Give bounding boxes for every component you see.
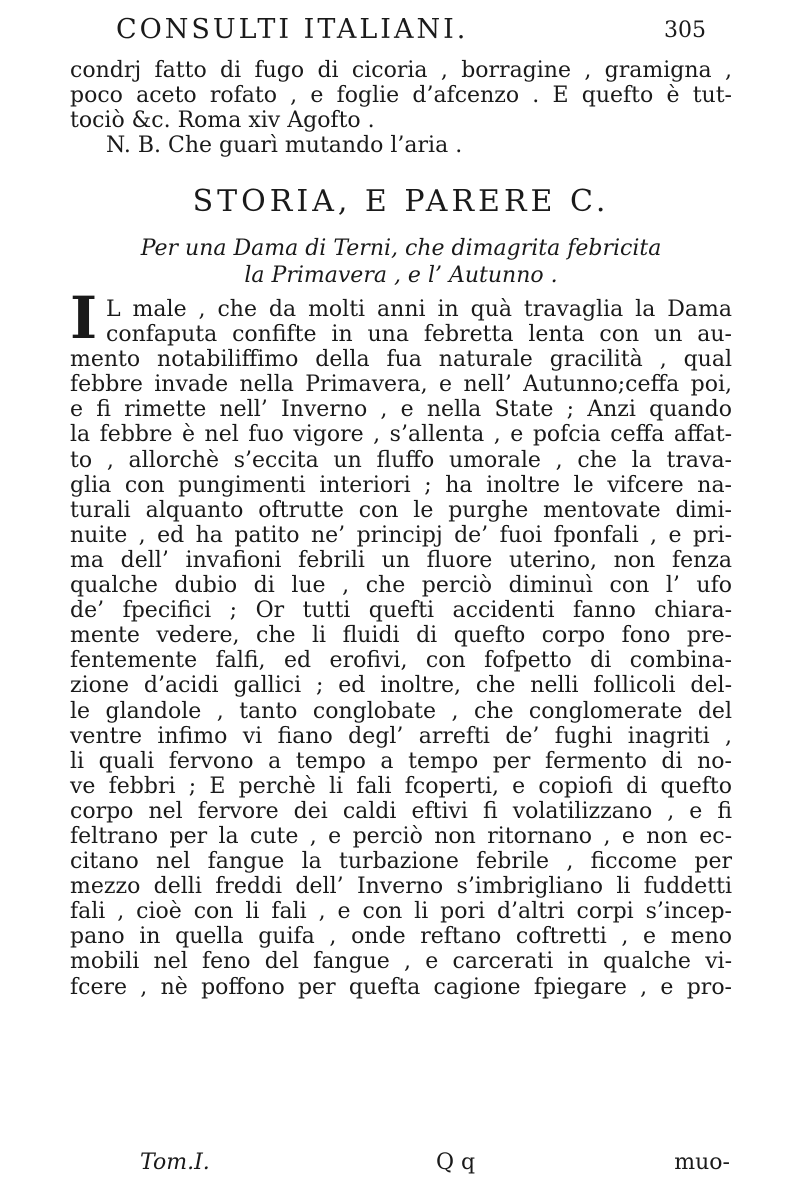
section-subtitle [70,235,732,289]
text-line: fcere , nè poffono per quefta cagione fpiegare , e pro- [70,974,732,1000]
text-line: tociò &c. Roma xiv Agofto . [70,108,375,134]
signature-mark: Q q [436,1150,476,1175]
volume-label: Tom.I. [140,1150,210,1175]
text-line: glia con pungimenti interiori ; ha inoltre le vifcere na- [70,472,732,498]
text-line: N. B. Che guarì mutando l’aria . [106,133,463,159]
text-line: le glandole , tanto conglobate , che conglomerate del [70,698,732,724]
running-head-title: CONSULTI ITALIANI. [116,14,469,45]
page-footer [140,1150,740,1180]
text-line: mezzo delli freddi dell’ Inverno s’imbrigliano li fuddetti [70,874,732,900]
text-line: qualche dubio di lue , che perciò diminuì con l’ ufo [70,573,732,599]
catchword: muo- [674,1150,730,1175]
text-line: mobili nel feno del fangue , e carcerati in qualche vi- [70,949,732,975]
text-line: condrj fatto di fugo di cicoria , borragine , gramigna , [70,58,732,83]
running-head [96,14,716,54]
body-paragraph [70,297,732,1000]
text-line: confaputa confifte in una febretta lenta con un au- [106,322,732,348]
text-line: L male , che da molti anni in quà travaglia la Dama [106,297,732,322]
text-line: poco aceto rofato , e foglie d’afcenzo . E quefto è tut- [70,83,732,109]
text-line: fali , cioè con li fali , e con li pori d’altri corpi s’incep- [70,899,732,925]
text-line: la febbre è nel fuo vigore , s’allenta , e pofcia ceffa affat- [70,422,732,448]
text-line: de’ fpecifici ; Or tutti quefti accidenti fanno chiara- [70,598,732,624]
subtitle-line: Per una Dama di Terni, che dimagrita febricita [140,236,662,261]
text-line: turali alquanto oftrutte con le purghe mentovate dimi- [70,497,732,523]
text-line: nuite , ed ha patito ne’ principj de’ fuoi fponfali , e pri- [70,522,732,548]
text-line: ventre infimo vi fiano degl’ arrefti de’ fughi inagriti , [70,723,732,749]
drop-cap: I [70,284,98,352]
text-line: corpo nel fervore dei caldi eftivi fi volatilizzano , e fi [70,798,732,824]
text-line: mente vedere, che li fluidi di quefto corpo fono pre- [70,623,732,649]
text-line: li quali fervono a tempo a tempo per fermento di no- [70,748,732,774]
text-line: pano in quella guifa , onde reftano coftretti , e meno [70,924,732,950]
text-line: fentemente falfi, ed erofivi, con fofpetto di combina- [70,648,732,674]
text-line: febbre invade nella Primavera, e nell’ Autunno;ceffa poi, [70,372,732,398]
text-line: feltrano per la cute , e perciò non ritornano , e non ec- [70,823,732,849]
section-heading: STORIA, E PARERE C. [192,184,610,219]
text-line: mento notabiliffimo della fua naturale gracilità , qual [70,347,732,373]
continuation-paragraph [70,58,732,158]
subtitle-line: la Primavera , e l’ Autunno . [244,263,558,288]
text-line: to , allorchè s’eccita un fluffo umorale , che la trava- [70,447,732,473]
page-number: 305 [664,18,706,43]
text-line: citano nel fangue la turbazione febrile , ficcome per [70,849,732,875]
text-line: ve febbri ; E perchè li fali fcoperti, e copiofi di quefto [70,773,732,799]
text-line: zione d’acidi gallici ; ed inoltre, che nelli follicoli del- [70,673,732,699]
text-line: ma dell’ invafioni febrili un fluore uterino, non fenza [70,547,732,573]
text-line: e fi rimette nell’ Inverno , e nella State ; Anzi quando [70,397,732,423]
